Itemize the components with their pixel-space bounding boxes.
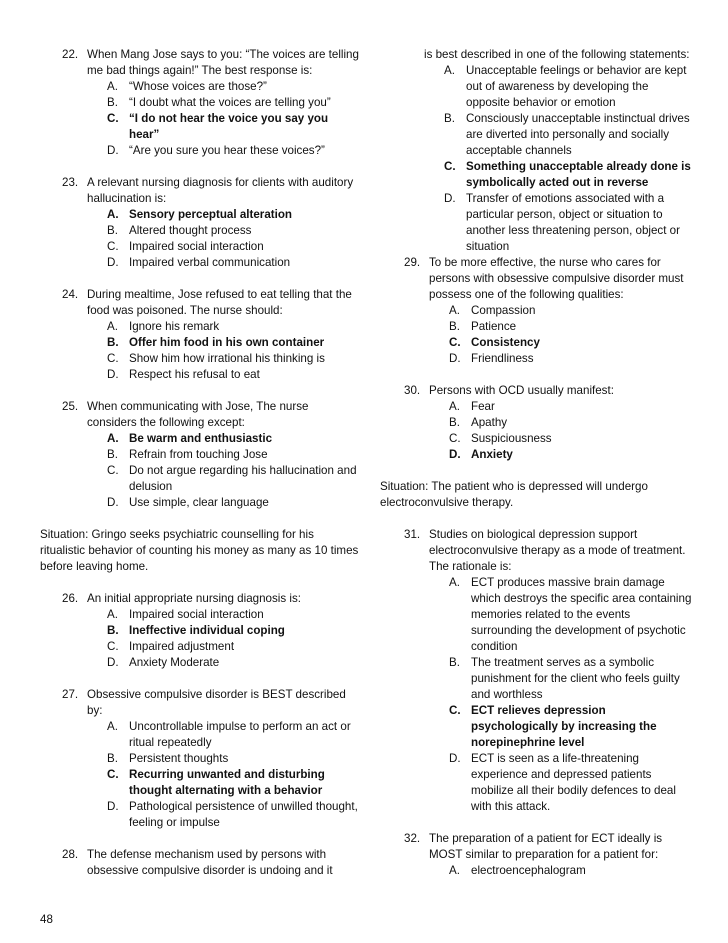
- question-25: [40, 399, 360, 511]
- option-c: C. Suspiciousness: [449, 432, 552, 445]
- option-c-answer: C. Something unacceptable already done is symbolically acted out in reverse: [444, 160, 691, 189]
- question-stem: The preparation of a patient for ECT ideally is MOST similar to preparation for a patient for:: [429, 832, 663, 861]
- option-d: D. “Are you sure you hear these voices?”: [107, 144, 325, 157]
- question-stem: The defense mechanism used by persons with obsessive compulsive disorder is undoing and it: [87, 848, 333, 877]
- option-c-answer: C. Recurring unwanted and disturbing thought alternating with a behavior: [107, 768, 325, 797]
- option-c-answer: C. “I do not hear the voice you say you hear”: [107, 112, 329, 141]
- option-a-answer: A. Be warm and enthusiastic: [107, 432, 273, 445]
- option-c: C. Impaired social interaction: [107, 240, 264, 253]
- option-d: D. Use simple, clear language: [107, 496, 269, 509]
- option-a: A. Compassion: [449, 304, 536, 317]
- option-d-answer: D. Anxiety: [449, 448, 513, 461]
- question-stem: When Mang Jose says to you: “The voices are telling me bad things again!” The best response is:: [87, 48, 359, 77]
- question-24: [40, 287, 360, 383]
- option-a: A. electroencephalogram: [449, 864, 586, 877]
- question-number: 26.: [62, 592, 79, 605]
- situation-ect: Situation: The patient who is depressed will undergo electroconvulsive therapy.: [380, 480, 648, 509]
- option-d: D. Impaired verbal communication: [107, 256, 291, 269]
- option-b-answer: B. Ineffective individual coping: [107, 624, 285, 637]
- question-31: [382, 527, 692, 815]
- question-number: 29.: [404, 256, 421, 269]
- option-b: B. Refrain from touching Jose: [107, 448, 268, 461]
- question-27: [40, 687, 360, 831]
- question-29: [382, 255, 692, 367]
- question-stem: Studies on biological depression support electroconvulsive therapy as a mode of treatment. The rationale is:: [429, 528, 686, 573]
- question-number: 22.: [62, 48, 79, 61]
- option-c: C. Impaired adjustment: [107, 640, 235, 653]
- question-stem: To be more effective, the nurse who cares for persons with obsessive compulsive disorder must possess one of the following qualities:: [429, 256, 684, 301]
- option-b: B. Patience: [449, 320, 517, 333]
- option-b: B. The treatment serves as a symbolic punishment for the client who feels guilty and worthless: [449, 656, 680, 701]
- question-28: [40, 847, 360, 879]
- question-stem: Obsessive compulsive disorder is BEST described by:: [87, 688, 346, 717]
- option-a: A. Ignore his remark: [107, 320, 220, 333]
- question-number: 32.: [404, 832, 421, 845]
- question-stem: An initial appropriate nursing diagnosis is:: [87, 592, 301, 605]
- option-b: B. “I doubt what the voices are telling you”: [107, 96, 331, 109]
- page-number: 48: [40, 913, 53, 926]
- option-c: C. Show him how irrational his thinking is: [107, 352, 325, 365]
- question-22: [40, 47, 360, 159]
- option-a: A. ECT produces massive brain damage which destroys the specific area containing memories related to the events surrounding the development of psychotic condition: [449, 576, 692, 653]
- option-a: A. Fear: [449, 400, 495, 413]
- option-d: D. Pathological persistence of unwilled thought, feeling or impulse: [107, 800, 358, 829]
- question-stem: A relevant nursing diagnosis for clients with auditory hallucination is:: [87, 176, 354, 205]
- question-23: [40, 175, 360, 271]
- option-b: B. Altered thought process: [107, 224, 252, 237]
- option-c-answer: C. ECT relieves depression psychologically by increasing the norepinephrine level: [449, 704, 657, 749]
- option-a: A. Unacceptable feelings or behavior are kept out of awareness by developing the opposite behavior or emotion: [444, 64, 687, 109]
- question-26: [40, 591, 360, 671]
- option-d: D. Transfer of emotions associated with a particular person, object or situation to another less threatening person, object or situation: [444, 192, 680, 253]
- option-c: C. Do not argue regarding his hallucination and delusion: [107, 464, 357, 493]
- option-a: A. Impaired social interaction: [107, 608, 264, 621]
- option-b: B. Apathy: [449, 416, 508, 429]
- option-a-answer: A. Sensory perceptual alteration: [107, 208, 293, 221]
- situation-gringo: Situation: Gringo seeks psychiatric counselling for his ritualistic behavior of counting his money as many as 10 times before leaving home.: [40, 528, 359, 573]
- option-a: A. Uncontrollable impulse to perform an act or ritual repeatedly: [107, 720, 351, 749]
- option-b-answer: B. Offer him food in his own container: [107, 336, 325, 349]
- question-number: 30.: [404, 384, 421, 397]
- question-number: 31.: [404, 528, 421, 541]
- question-number: 25.: [62, 400, 79, 413]
- left-column: [40, 47, 360, 895]
- question-stem-continued: is best described in one of the following statements:: [424, 48, 690, 61]
- question-30: [382, 383, 692, 463]
- question-stem: Persons with OCD usually manifest:: [429, 384, 614, 397]
- right-column: [382, 47, 692, 895]
- question-28-continued: [382, 47, 692, 255]
- option-b: B. Consciously unacceptable instinctual drives are diverted into personally and socially acceptable channels: [444, 112, 690, 157]
- question-stem: During mealtime, Jose refused to eat telling that the food was poisoned. The nurse should:: [87, 288, 352, 317]
- question-number: 24.: [62, 288, 79, 301]
- option-d: D. Anxiety Moderate: [107, 656, 220, 669]
- question-32: [382, 831, 692, 879]
- question-number: 27.: [62, 688, 79, 701]
- question-number: 23.: [62, 176, 79, 189]
- option-a: A. “Whose voices are those?”: [107, 80, 267, 93]
- option-d: D. Respect his refusal to eat: [107, 368, 260, 381]
- question-stem: When communicating with Jose, The nurse considers the following except:: [87, 400, 309, 429]
- option-d: D. ECT is seen as a life-threatening experience and depressed patients mobilize all their bodily defences to deal with this attack.: [449, 752, 676, 813]
- option-b: B. Persistent thoughts: [107, 752, 229, 765]
- option-d: D. Friendliness: [449, 352, 534, 365]
- option-c-answer: C. Consistency: [449, 336, 540, 349]
- question-number: 28.: [62, 848, 79, 861]
